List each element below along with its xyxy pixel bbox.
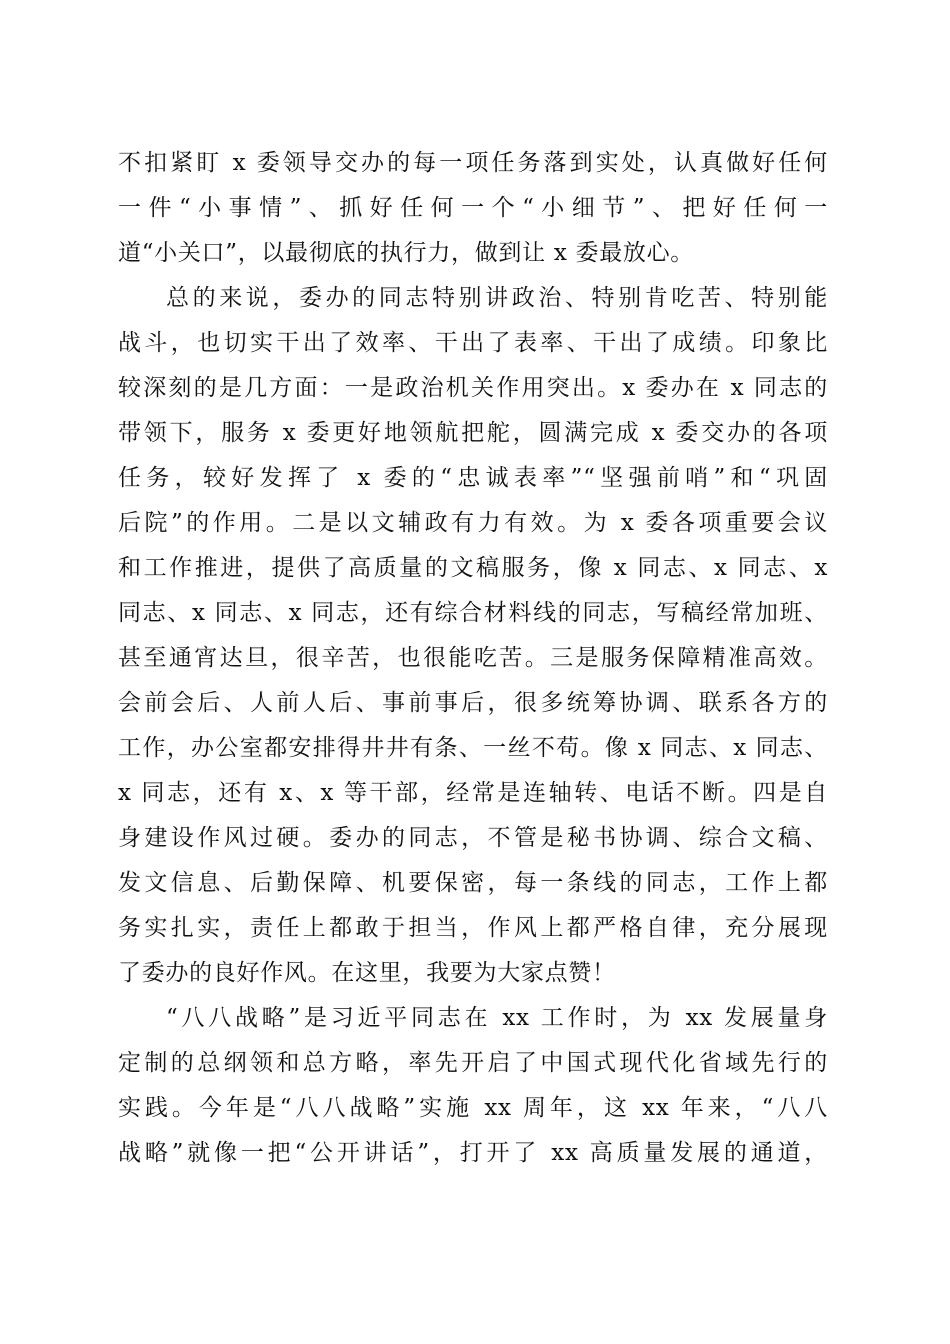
text-line: 了委办的良好作风。在这里，我要为大家点赞！ — [118, 960, 616, 986]
text-line: 身建设作风过硬。委办的同志，不管是秘书协调、综合文稿、 — [118, 825, 828, 851]
text-line: 和工作推进，提供了高质量的文稿服务，像 x 同志、x 同志、x — [118, 555, 828, 581]
text-line: 工作，办公室都安排得井井有条、一丝不苟。像 x 同志、x 同志、 — [118, 735, 828, 761]
text-line: 会前会后、人前人后、事前事后，很多统筹协调、联系各方的 — [118, 690, 828, 716]
text-line: 战略”就像一把“公开讲话”，打开了 xx 高质量发展的通道， — [118, 1140, 828, 1166]
text-line: 战斗，也切实干出了效率、干出了表率、干出了成绩。印象比 — [118, 330, 828, 356]
text-line: 同志、x 同志、x 同志，还有综合材料线的同志，写稿经常加班、 — [118, 600, 828, 626]
text-line: 甚至通宵达旦，很辛苦，也很能吃苦。三是服务保障精准高效。 — [118, 645, 828, 671]
text-line: 任务，较好发挥了 x 委的“忠诚表率”“坚强前哨”和“巩固 — [118, 465, 828, 491]
text-line: 不扣紧盯 x 委领导交办的每一项任务落到实处，认真做好任何 — [118, 150, 828, 176]
text-line: x 同志，还有 x、x 等干部，经常是连轴转、电话不断。四是自 — [118, 780, 828, 806]
text-line: 带领下，服务 x 委更好地领航把舵，圆满完成 x 委交办的各项 — [118, 420, 828, 446]
text-line: 道“小关口”，以最彻底的执行力，做到让 x 委最放心。 — [118, 240, 695, 266]
document-body — [118, 141, 828, 1176]
text-line: 实践。今年是“八八战略”实施 xx 周年，这 xx 年来，“八八 — [118, 1095, 828, 1121]
text-line: 定制的总纲领和总方略，率先开启了中国式现代化省域先行的 — [118, 1050, 828, 1076]
text-line: 较深刻的是几方面：一是政治机关作用突出。x 委办在 x 同志的 — [118, 375, 828, 401]
text-line: 务实扎实，责任上都敢于担当，作风上都严格自律，充分展现 — [118, 915, 828, 941]
paragraph-start-line: 总的来说，委办的同志特别讲政治、特别肯吃苦、特别能 — [166, 285, 828, 311]
text-line: 发文信息、后勤保障、机要保密，每一条线的同志，工作上都 — [118, 870, 828, 896]
paragraph-start-line: “八八战略”是习近平同志在 xx 工作时，为 xx 发展量身 — [166, 1005, 828, 1031]
text-line: 一件“小事情”、抓好任何一个“小细节”、把好任何一 — [118, 195, 828, 221]
text-line: 后院”的作用。二是以文辅政有力有效。为 x 委各项重要会议 — [118, 510, 828, 536]
